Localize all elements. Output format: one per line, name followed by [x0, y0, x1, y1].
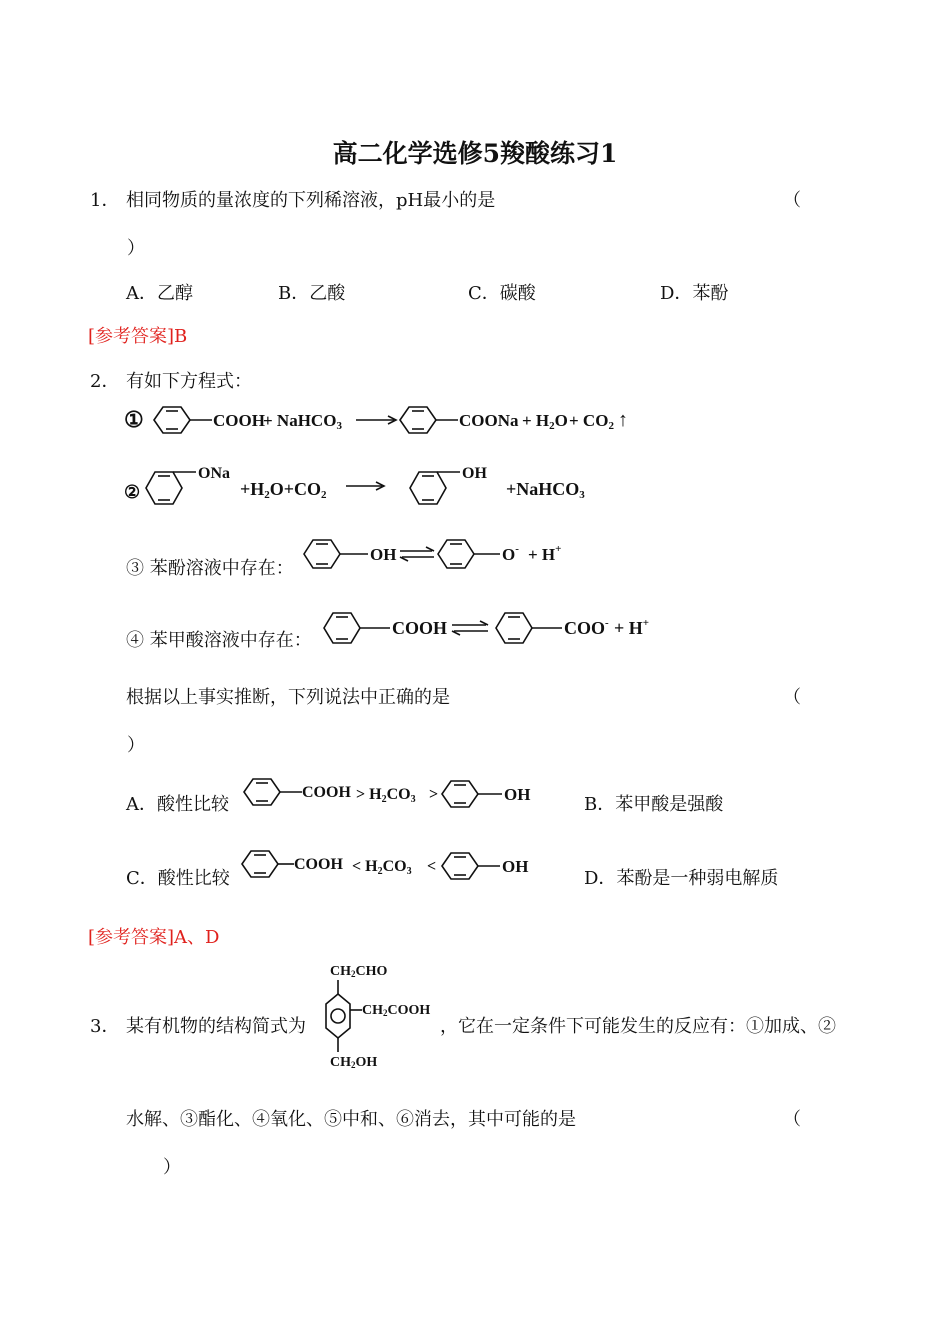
benzene-ring-icon	[442, 781, 478, 807]
comparison: >	[429, 786, 439, 803]
option-c	[468, 279, 536, 305]
reference-answer: [参考答案]A、D	[88, 927, 220, 948]
hydrogen-ion: + H+	[528, 543, 562, 564]
option-d	[584, 864, 778, 890]
reaction-arrow-icon	[346, 482, 384, 490]
benzene-ring-icon	[324, 613, 360, 643]
product-group: OH	[462, 465, 487, 482]
reactant-group: COOH	[213, 411, 265, 430]
carbonic-acid: > H2CO3	[356, 786, 416, 805]
option-c	[126, 864, 230, 890]
question-conclusion: 根据以上事实推断，下列说法中正确的是	[126, 687, 450, 708]
equation-text: 苯酚溶液中存在：	[149, 558, 294, 579]
top-substituent: CH2CHO	[330, 964, 388, 979]
option-label: C．	[468, 283, 500, 304]
question-number: 3．	[90, 1016, 120, 1037]
benzene-ring-icon	[410, 472, 446, 504]
benzene-ring-icon	[154, 407, 190, 433]
equation-3-label	[126, 554, 294, 580]
option-b	[278, 279, 345, 305]
benzene-ring-icon	[244, 779, 280, 805]
benzene-ring-icon	[400, 407, 436, 433]
page-title: 高二化学选修5羧酸练习1	[332, 139, 618, 168]
equation-marker: ②	[124, 482, 141, 502]
option-text: 酸性比较	[157, 794, 229, 815]
option-label: C．	[126, 868, 158, 889]
side-substituent: CH2COOH	[362, 1003, 431, 1018]
option-label: A．	[126, 283, 157, 304]
option-d	[660, 279, 728, 305]
answer-paren-open: （	[783, 1109, 801, 1130]
option-text: 苯酚	[692, 283, 729, 304]
equation-2	[124, 458, 604, 514]
reactants: +H2O+CO2	[240, 479, 327, 501]
answer-paren-open: （	[783, 190, 801, 211]
benzene-ring-icon	[146, 472, 182, 504]
option-text: 苯甲酸是强酸	[615, 794, 724, 815]
option-label: B．	[584, 794, 616, 815]
benzene-ring-icon	[496, 613, 532, 643]
group: OH	[504, 785, 531, 804]
benzene-ring-icon	[438, 540, 474, 568]
answer-paren-close: ）	[163, 1157, 181, 1178]
benzene-ring-icon	[242, 851, 278, 877]
option-label: B．	[278, 283, 310, 304]
answer-paren-close: ）	[127, 238, 145, 259]
question-stem: 某有机物的结构简式为	[126, 1016, 306, 1037]
option-text: 碳酸	[499, 283, 536, 304]
equation-1	[124, 400, 644, 440]
question-stem: 相同物质的量浓度的下列稀溶液，pH最小的是	[126, 190, 496, 211]
equation-3	[300, 534, 590, 576]
carbon-dioxide: + CO2	[569, 411, 614, 432]
comparison: <	[427, 858, 437, 875]
hydrogen-ion: + H+	[614, 617, 650, 638]
reference-answer: [参考答案]B	[88, 326, 188, 347]
question-number: 1．	[90, 190, 120, 211]
right-group: COO-	[564, 617, 609, 638]
equation-4	[320, 606, 680, 650]
equation-marker: ①	[124, 407, 144, 432]
structure-formula	[318, 958, 448, 1074]
answer-paren-open: （	[783, 687, 801, 708]
product-group: COONa	[459, 411, 519, 430]
equilibrium-arrow-icon	[452, 621, 488, 635]
option-text: 乙醇	[157, 283, 193, 304]
carbonic-acid: < H2CO3	[352, 858, 412, 877]
option-label: A．	[126, 794, 157, 815]
option-c-formula	[238, 846, 538, 886]
group: COOH	[294, 856, 343, 873]
water: + H2O	[522, 411, 568, 432]
option-text: 乙酸	[309, 283, 346, 304]
option-a-formula	[240, 774, 540, 814]
option-label: D．	[660, 283, 693, 304]
option-text: 酸性比较	[157, 868, 230, 889]
equation-marker: ④	[126, 630, 144, 651]
left-group: COOH	[392, 618, 448, 638]
option-a	[126, 790, 229, 816]
option-a	[126, 279, 193, 305]
equilibrium-arrow-icon	[400, 547, 434, 561]
gas-arrow-icon: ↑	[618, 409, 628, 431]
question-stem: ，它在一定条件下可能发生的反应有：①加成、②	[440, 1016, 836, 1037]
option-text: 苯酚是一种弱电解质	[616, 868, 779, 889]
benzene-ring-icon	[304, 540, 340, 568]
bottom-substituent: CH2OH	[330, 1055, 378, 1070]
equation-text: 苯甲酸溶液中存在：	[149, 630, 312, 651]
reagent: + NaHCO3	[263, 411, 342, 432]
question-stem-line2: 水解、③酯化、④氧化、⑤中和、⑥消去，其中可能的是	[126, 1109, 576, 1130]
benzene-ring-icon	[442, 853, 478, 879]
right-group: O-	[502, 543, 519, 564]
option-label: D．	[584, 868, 617, 889]
question-stem: 有如下方程式：	[126, 371, 252, 392]
group: COOH	[302, 784, 351, 801]
reactant-group: ONa	[198, 465, 230, 482]
equation-4-label	[126, 626, 312, 652]
group: OH	[502, 857, 529, 876]
benzene-ring-icon	[326, 994, 350, 1038]
question-number: 2．	[90, 371, 120, 392]
answer-paren-close: ）	[127, 735, 145, 756]
equation-marker: ③	[126, 558, 144, 579]
left-group: OH	[370, 545, 397, 564]
option-b	[584, 790, 723, 816]
reaction-arrow-icon	[356, 416, 396, 424]
byproduct: +NaHCO3	[506, 479, 585, 501]
